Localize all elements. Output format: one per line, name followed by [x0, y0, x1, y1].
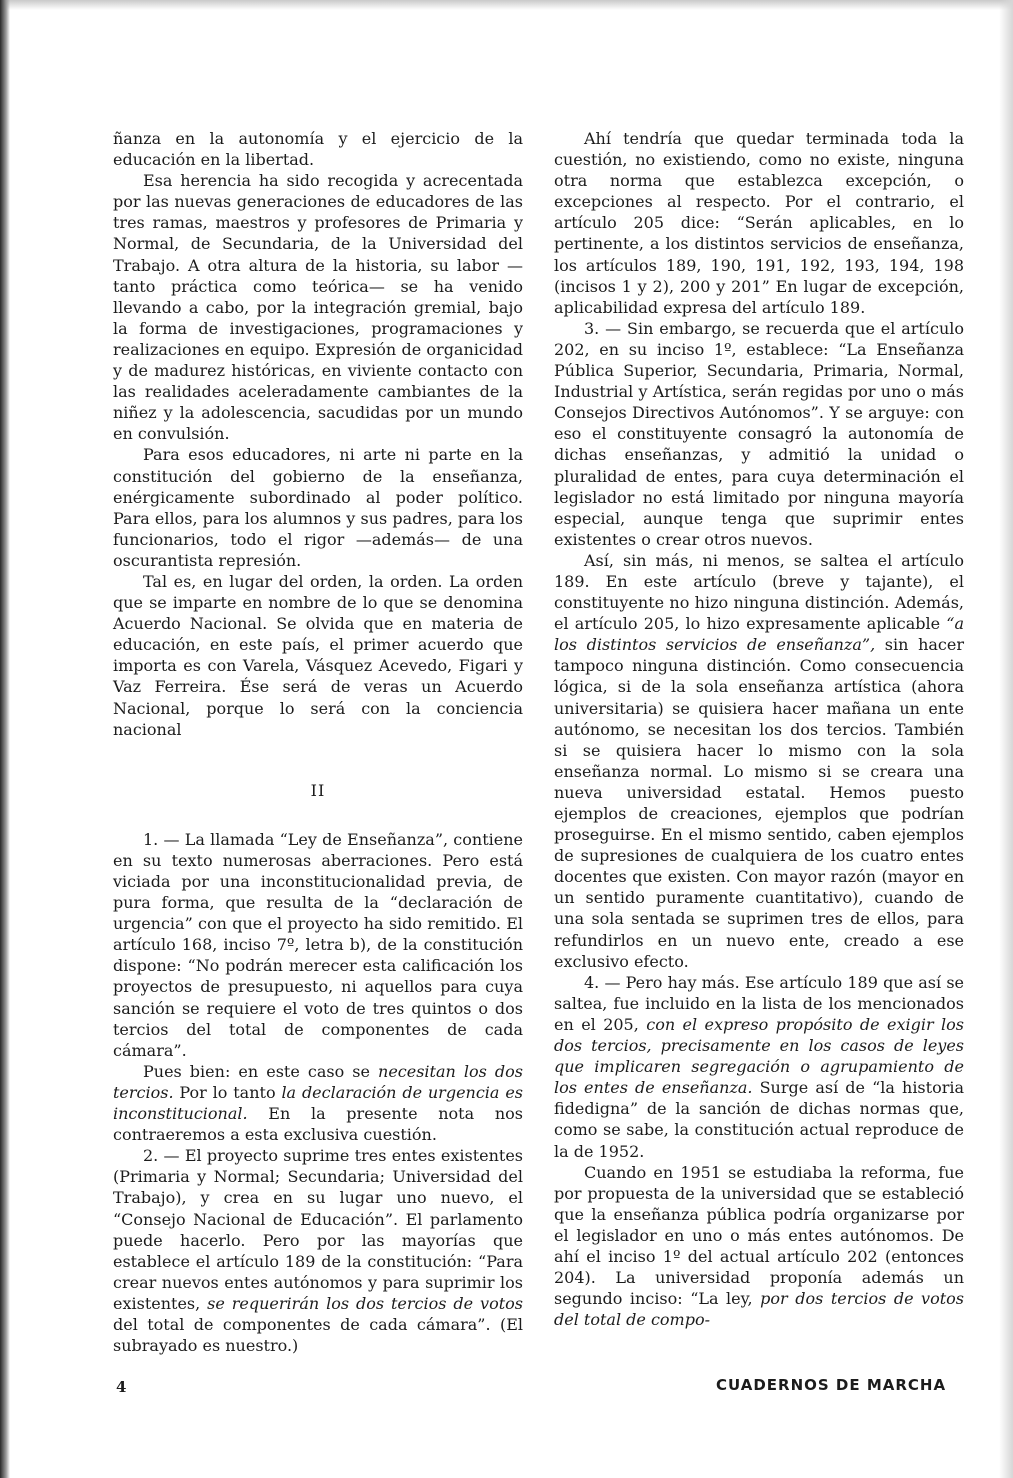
paragraph: Para esos educadores, ni arte ni parte en la constitución del gobierno de la enseñanza, enérgicamente subordinado al poder político. Para ellos, para los alumnos y sus padres, para los funcionarios, todo el rigor —además— de una oscurantista represión. [113, 445, 523, 570]
emphasis: la declaración de urgencia es inconstitucional. [113, 1082, 523, 1124]
emphasis: por dos tercios de votos del total de compo- [554, 1289, 964, 1330]
text-run: 2. — El proyecto suprime tres entes existentes (Primaria y Normal; Secundaria; Universidad del Trabajo), y crea en su lugar uno nuevo, el “Consejo Nacional de Educación”. El parlamento puede hacerlo. Pero por las mayorías que establece el artículo 189 de la constitución: “Para crear nuevos entes autónomos y para suprimir los existentes, [113, 1146, 523, 1313]
right-column [554, 128, 964, 1330]
magazine-title: CUADERNOS DE MARCHA [716, 1376, 947, 1394]
left-column [113, 128, 523, 1356]
paragraph: Esa herencia ha sido recogida y acrecentada por las nuevas generaciones de educadores de las tres ramas, maestros y profesores de Primaria y Normal, de Secundaria, de la Universidad del Trabajo. A otra altura de la historia, su labor —tanto práctica como teórica— se ha venido llevando a cabo, por la integración gremial, bajo la forma de investigaciones, programaciones y realizaciones en equipo. Expresión de organicidad y de madurez históricas, en viviente contacto con las realidades aceleradamente cambiantes de la niñez y la adolescencia, sacudidas por un mundo en convulsión. [113, 171, 523, 444]
text-run: del total de componentes de cada cámara”. (El subrayado es nuestro.) [113, 1314, 523, 1356]
text-run: Surge así de “la historia fidedigna” de la sanción de dichas normas que, como se sabe, la constitución actual reproduce de la de 1952. [554, 1078, 965, 1161]
paragraph: ñanza en la autonomía y el ejercicio de la educación en la libertad. [113, 129, 523, 170]
text-run: Cuando en 1951 se estudiaba la reforma, fue por propuesta de la universidad que se estableció que la enseñanza pública podría organizarse por el legislador en uno o más entes autónomos. De ahí el inciso 1º del actual artículo 202 (entonces 204). La universidad proponía además un segundo inciso: “La ley, [554, 1162, 964, 1309]
text-run: Por lo tanto [173, 1082, 282, 1102]
scan-edge-left [0, 0, 10, 1478]
text-run: Pues bien: en este caso se [143, 1061, 379, 1081]
paragraph: 3. — Sin embargo, se recuerda que el artículo 202, en su inciso 1º, establece: “La Enseñanza Pública Superior, Secundaria, Primaria, Normal, Industrial y Artística, serán regidas por uno o más Consejos Directivos Autónomos”. Y se arguye: con eso el constituyente consagró la autonomía de dichas enseñanzas, y admitió la unidad o pluralidad de entes, para cuya determinación el legislador no está limitado por ninguna mayoría especial, aunque tenga que suprimir entes existentes o crear otros nuevos. [554, 318, 964, 549]
emphasis: “a los distintos servicios de enseñanza”, [554, 614, 964, 655]
section-heading: II [310, 780, 326, 800]
paragraph [113, 1061, 523, 1145]
text-run: sin hacer tampoco ninguna distinción. Como consecuencia lógica, si de la sola enseñanza artística (ahora universitaria) se quisiera hacer mañana un ente autónomo, se necesitan los dos tercios. También si se quisiera hacer lo mismo con la sola enseñanza normal. Lo mismo si se creara una nueva universidad estatal. Hemos puesto ejemplos de creaciones, ejemplos que podrían proseguirse. En el mismo sentido, caben ejemplos de supresiones de cualquiera de los cuatro entes docentes que existen. Con mayor razón (mayor en un sentido puramente cuantitativo), cuando de una sola sentada se suprimen tres de ellos, para refundirlos en un nuevo ente, creado a ese exclusivo efecto. [554, 635, 965, 971]
scan-edge-right [999, 0, 1013, 1478]
paragraph: Ahí tendría que quedar terminada toda la cuestión, no existiendo, como no existe, ninguna otra norma que establezca excepción, o excepciones al respecto. Por el contrario, el artículo 205 dice: “Serán aplicables, en lo pertinente, a los distintos servicios de enseñanza, los artículos 189, 190, 191, 192, 193, 194, 198 (incisos 1 y 2), 200 y 201” En lugar de excepción, aplicabilidad expresa del artículo 189. [554, 129, 964, 317]
paragraph [113, 1145, 523, 1356]
paragraph [554, 972, 964, 1162]
text-run: 4. — Pero hay más. Ese artículo 189 que así se saltea, fue incluido en la lista de los mencionados en el 205, [554, 972, 964, 1034]
paragraph: 1. — La llamada “Ley de Enseñanza”, contiene en su texto numerosas aberraciones. Pero está viciada por una inconstitucionalidad previa, de pura forma, que resulta de la “declaración de urgencia” con que el proyecto ha sido remitido. El artículo 168, inciso 7º, letra b), de la constitución dispone: “No podrán merecer esta calificación los proyectos de presupuesto, ni aquellos para cuya sanción se requiere el voto de tres quintos o dos tercios del total de componentes de cada cámara”. [113, 829, 523, 1060]
scan-edge-top [0, 0, 1013, 10]
text-run: Así, sin más, ni menos, se saltea el artículo 189. En este artículo (breve y tajante), el constituyente no hizo ninguna distinción. Además, el artículo 205, lo hizo expresamente aplicable [554, 550, 964, 634]
emphasis: con el expreso propósito de exigir los dos tercios, precisamente en los casos de leyes que implicaren segregación o agrupamiento de los entes de enseñanza. [554, 1014, 964, 1098]
emphasis: necesitan los dos tercios. [113, 1061, 523, 1102]
page-number: 4 [116, 1378, 127, 1396]
paragraph [554, 1162, 964, 1331]
paragraph: Tal es, en lugar del orden, la orden. La orden que se imparte en nombre de lo que se denomina Acuerdo Nacional. Se olvida que en materia de educación, en este país, el primer acuerdo que importa es con Varela, Vásquez Acevedo, Figari y Vaz Ferreira. Ése será de veras un Acuerdo Nacional, porque lo será con la conciencia nacional [113, 571, 523, 739]
emphasis: se requerirán los dos tercios de votos [207, 1293, 523, 1313]
paragraph [554, 550, 964, 972]
text-run: En la presente nota nos contraeremos a esta exclusiva cuestión. [113, 1104, 523, 1145]
